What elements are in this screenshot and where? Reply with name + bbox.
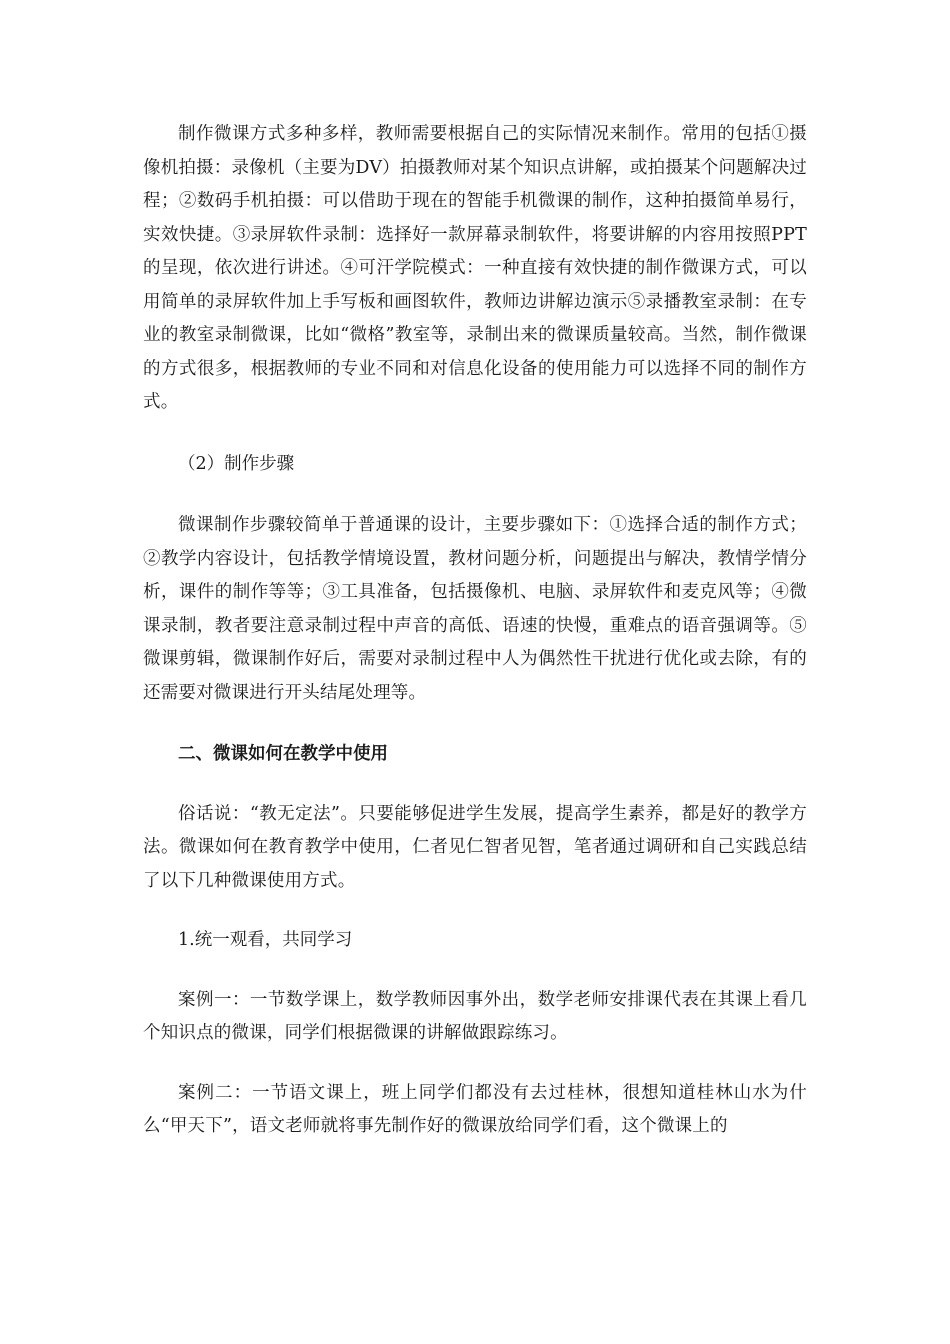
document-page [143, 118, 807, 1144]
paragraph-production-steps: 微课制作步骤较简单于普通课的设计，主要步骤如下：①选择合适的制作方式；②教学内容设计，包括教学情境设置，教材问题分析，问题提出与解决，教情学情分析，课件的制作等等；③工具准备，包括摄像机、电脑、录屏软件和麦克风等；④微课录制，教者要注意录制过程中声音的高低、语速的快慢，重难点的语音强调等。⑤微课剪辑，微课制作好后，需要对录制过程中人为偶然性干扰进行优化或去除，有的还需要对微课进行开头结尾处理等。 [143, 515, 807, 703]
subheading-watch-together: 1.统一观看，共同学习 [178, 930, 353, 950]
subheading-production-steps: （2）制作步骤 [178, 453, 295, 474]
paragraph-production-methods: 制作微课方式多种多样，教师需要根据自己的实际情况来制作。常用的包括①摄像机拍摄：录像机（主要为DV）拍摄教师对某个知识点讲解，或拍摄某个问题解决过程；②数码手机拍摄：可以借助于现在的智能手机微课的制作，这种拍摄简单易行，实效快捷。③录屏软件录制：选择好一款屏幕录制软件，将要讲解的内容用按照PPT的呈现，依次进行讲述。④可汗学院模式：一种直接有效快捷的制作微课方式，可以用简单的录屏软件加上手写板和画图软件，教师边讲解边演示⑤录播教室录制：在专业的教室录制微课，比如“微格”教室等，录制出来的微课质量较高。当然，制作微课的方式很多，根据教师的专业不同和对信息化设备的使用能力可以选择不同的制作方式。 [143, 124, 807, 412]
paragraph-usage-intro: 俗话说：“教无定法”。只要能够促进学生发展，提高学生素养，都是好的教学方法。微课如何在教育教学中使用，仁者见仁智者见智，笔者通过调研和自己实践总结了以下几种微课使用方式。 [143, 803, 807, 891]
section-heading-usage: 二、微课如何在教学中使用 [178, 744, 388, 764]
paragraph-case-two: 案例二：一节语文课上，班上同学们都没有去过桂林，很想知道桂林山水为什么“甲天下”，语文老师就将事先制作好的微课放给同学们看，这个微课上的 [143, 1082, 807, 1136]
paragraph-case-one: 案例一：一节数学课上，数学教师因事外出，数学老师安排课代表在其课上看几个知识点的微课，同学们根据微课的讲解做跟踪练习。 [143, 989, 807, 1043]
